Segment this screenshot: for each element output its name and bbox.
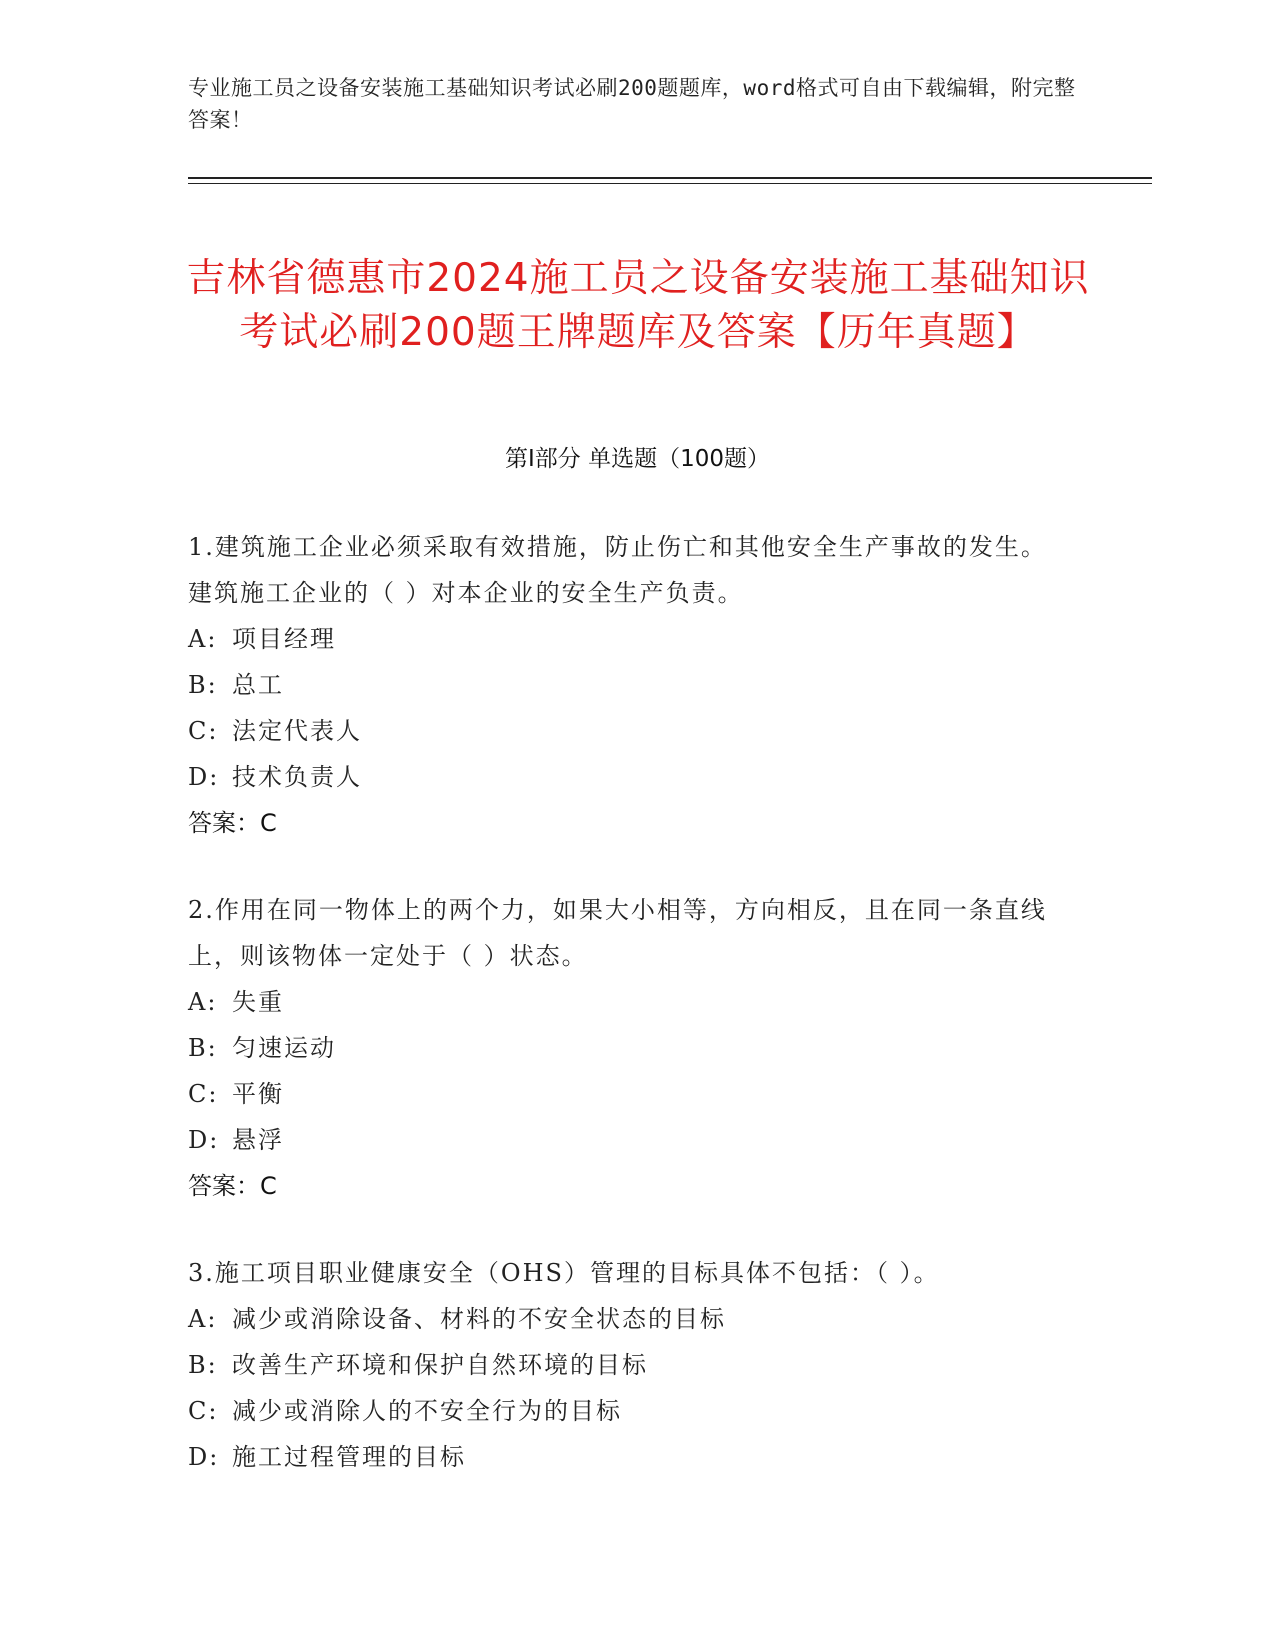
option-key: B: <box>188 1034 218 1062</box>
option-key: A: <box>188 625 218 653</box>
option-key: A: <box>188 1305 218 1333</box>
document-title: 吉林省德惠市2024施工员之设备安装施工基础知识考试必刷200题王牌题库及答案【历年真题】 <box>186 256 1090 356</box>
option-c <box>188 1388 1068 1434</box>
question-stem: 2.作用在同一物体上的两个力，如果大小相等，方向相反，且在同一条直线上，则该物体一定处于（ ）状态。 <box>188 896 1047 970</box>
option-text: 法定代表人 <box>232 717 362 745</box>
option-a <box>188 616 1068 662</box>
option-key: C: <box>188 1080 219 1108</box>
answer-line: 答案：C <box>188 1172 277 1200</box>
answer-line: 答案：C <box>188 809 277 837</box>
option-text: 减少或消除设备、材料的不安全状态的目标 <box>232 1305 726 1333</box>
option-a <box>188 979 1068 1025</box>
option-key: C: <box>188 717 219 745</box>
option-text: 技术负责人 <box>232 763 362 791</box>
question-stem: 3.施工项目职业健康安全（OHS）管理的目标具体不包括：（ ）。 <box>188 1259 940 1287</box>
option-key: D: <box>188 763 220 791</box>
question-stem: 1.建筑施工企业必须采取有效措施，防止伤亡和其他安全生产事故的发生。建筑施工企业的（ ）对本企业的安全生产负责。 <box>188 533 1047 607</box>
option-text: 失重 <box>232 988 284 1016</box>
option-key: A: <box>188 988 218 1016</box>
section-heading: 第Ⅰ部分 单选题（100题） <box>505 446 770 472</box>
option-d <box>188 1434 1068 1480</box>
option-a <box>188 1296 1068 1342</box>
option-b <box>188 1025 1068 1071</box>
option-text: 悬浮 <box>232 1126 284 1154</box>
option-key: B: <box>188 671 218 699</box>
option-key: D: <box>188 1126 220 1154</box>
option-c <box>188 1071 1068 1117</box>
option-text: 项目经理 <box>232 625 336 653</box>
header-rule-thick <box>188 177 1152 179</box>
option-d <box>188 1117 1068 1163</box>
question-2 <box>188 887 1068 1209</box>
option-b <box>188 662 1068 708</box>
option-d <box>188 754 1068 800</box>
option-b <box>188 1342 1068 1388</box>
option-text: 平衡 <box>232 1080 284 1108</box>
option-text: 改善生产环境和保护自然环境的目标 <box>232 1351 648 1379</box>
header-note: 专业施工员之设备安装施工基础知识考试必刷200题题库，word格式可自由下载编辑，附完整答案！ <box>188 76 1076 132</box>
option-key: D: <box>188 1443 220 1471</box>
question-1 <box>188 524 1068 846</box>
option-text: 总工 <box>232 671 284 699</box>
option-key: C: <box>188 1397 219 1425</box>
question-3 <box>188 1250 1068 1480</box>
option-text: 减少或消除人的不安全行为的目标 <box>232 1397 622 1425</box>
option-text: 施工过程管理的目标 <box>232 1443 466 1471</box>
header-rule-thin <box>188 183 1152 184</box>
option-key: B: <box>188 1351 218 1379</box>
option-text: 匀速运动 <box>232 1034 336 1062</box>
option-c <box>188 708 1068 754</box>
